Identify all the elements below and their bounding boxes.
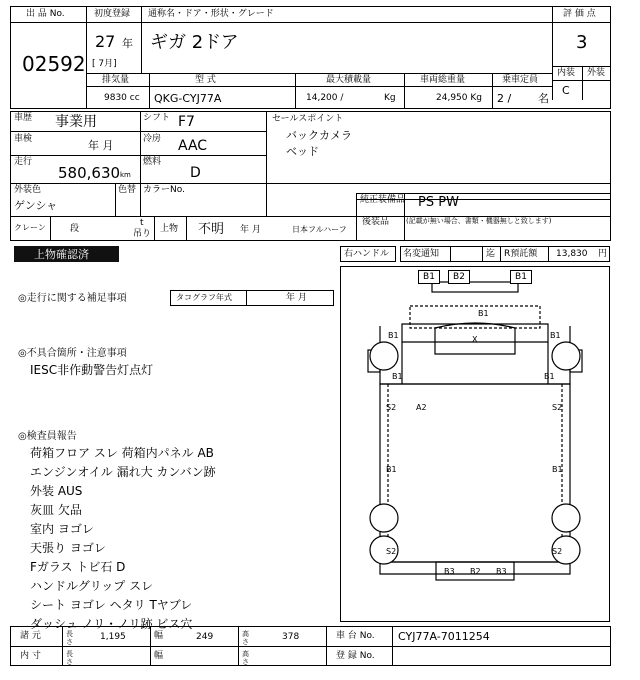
crane-stage: 段 <box>70 224 80 234</box>
damage-mark: B1 <box>544 372 555 381</box>
width: 249 <box>196 632 214 642</box>
registration-label: 登 録 No. <box>336 651 375 661</box>
shift-label: シフト <box>143 113 171 123</box>
report-line-7: Fガラス トビ石 D <box>30 560 126 574</box>
capacity: 2 / <box>497 92 512 105</box>
damage-mark: B1 <box>550 331 561 340</box>
supplement-label: ◎走行に関する補足事項 <box>18 293 127 304</box>
crane-t: t <box>140 218 144 228</box>
color: ゲンシャ <box>14 199 58 212</box>
length-label: 長さ <box>66 630 73 646</box>
report-line-2: エンジンオイル 漏れ大 カンバン跡 <box>30 465 216 479</box>
mileage-unit: km <box>120 171 131 179</box>
model-code: QKG-CYJ77A <box>154 92 222 105</box>
damage-mark: B1 <box>388 331 399 340</box>
inner-length-label: 長さ <box>66 650 73 666</box>
odo: 13,830 <box>556 249 588 259</box>
color-label: 外装色 <box>14 185 42 195</box>
lot-label: 出 品 No. <box>26 9 65 19</box>
damage-mark: X <box>472 335 478 344</box>
color-no-label: カラーNo. <box>143 185 185 195</box>
aftermarket-note: (記載が無い場合、書類・機器無しと致します) <box>406 217 552 225</box>
upper-date: 年 月 <box>240 225 261 235</box>
report-line-10: ダッシュ ノリ・ノリ跡 ビス穴 <box>30 617 193 631</box>
damage-mark: S2 <box>386 547 397 556</box>
upper-label: 上物 <box>160 224 179 234</box>
damage-mark: A2 <box>416 403 427 412</box>
damage-mark: S2 <box>552 547 563 556</box>
year-unit: 年 <box>122 37 133 50</box>
report-line-1: 荷箱フロア スレ 荷箱内パネル AB <box>30 446 214 460</box>
upper-maker: 日本フルハーフ <box>292 225 347 234</box>
equipment-label: 純正装備品 <box>360 195 406 205</box>
interior-grade-label: 内装 <box>557 68 576 78</box>
lot-number: 02592 <box>22 52 86 76</box>
report-label: ◎検査員報告 <box>18 431 77 442</box>
damage-mark: B1 <box>510 270 532 284</box>
sales-point-2: ベッド <box>286 145 319 158</box>
confirmed-banner-text: 上物確認済 <box>34 248 89 261</box>
equipment: PS PW <box>418 195 459 210</box>
report-line-6: 天張り ヨゴレ <box>30 541 106 555</box>
inner-height-label: 高さ <box>242 650 249 666</box>
gross-weight: 24,950 Kg <box>436 93 482 103</box>
steering: 右ハンドル <box>344 249 390 259</box>
aftermarket-label: 後装品 <box>362 217 390 227</box>
deadline: 迄 <box>486 249 496 259</box>
length: 1,195 <box>100 632 126 642</box>
ac: AAC <box>178 138 208 154</box>
damage-mark: B1 <box>418 270 440 284</box>
first-reg-year: 27 <box>95 32 116 51</box>
damage-mark: B3 <box>444 567 455 576</box>
damage-mark: S2 <box>552 403 563 412</box>
max-load: 14,200 / <box>306 93 344 103</box>
fuel: D <box>190 165 201 181</box>
odo-label: R預託額 <box>504 249 538 259</box>
max-load-label: 最大積載量 <box>326 75 372 85</box>
damage-mark: B1 <box>386 465 397 474</box>
grade-label: 評 価 点 <box>563 9 596 19</box>
damage-mark: B1 <box>392 372 403 381</box>
mileage-label: 走行 <box>14 157 33 167</box>
chassis-label: 車 台 No. <box>336 631 375 641</box>
mileage: 580,630 <box>58 164 121 182</box>
width-label: 幅 <box>154 631 164 641</box>
displacement-label: 排気量 <box>102 75 130 85</box>
defect: IESC非作動警告灯点灯 <box>30 363 154 377</box>
height-label: 高さ <box>242 630 249 646</box>
crane-hang: 吊り <box>133 229 152 239</box>
capacity-unit: 名 <box>538 92 549 105</box>
first-reg-label: 初度登録 <box>94 9 131 19</box>
report-line-8: ハンドルグリップ スレ <box>30 579 154 593</box>
inspection-label: 車検 <box>14 134 33 144</box>
first-reg-month: [ 7月] <box>92 59 117 69</box>
crane-label: クレーン <box>14 223 46 232</box>
report-line-4: 灰皿 欠品 <box>30 503 82 517</box>
chassis-number: CYJ77A-7011254 <box>398 630 490 643</box>
fuel-label: 燃料 <box>143 157 162 167</box>
inner-width-label: 幅 <box>154 651 164 661</box>
interior-grade: C <box>562 84 570 97</box>
dims-label: 諸 元 <box>20 631 41 641</box>
odo-unit: 円 <box>598 249 608 259</box>
defect-label: ◎不具合箇所・注意事項 <box>18 348 127 359</box>
inner-dims-label: 内 寸 <box>20 651 41 661</box>
model-code-label: 型 式 <box>195 75 216 85</box>
displacement: 9830 cc <box>104 93 140 103</box>
history: 事業用 <box>55 114 97 130</box>
exterior-grade-label: 外装 <box>587 68 606 78</box>
damage-mark: B3 <box>496 567 507 576</box>
report-line-3: 外装 AUS <box>30 484 83 498</box>
damage-mark: S2 <box>386 403 397 412</box>
sales-point-label: セールスポイント <box>272 114 344 124</box>
damage-mark: B1 <box>478 309 489 318</box>
upper: 不明 <box>198 222 225 237</box>
damage-mark: B1 <box>552 465 563 474</box>
capacity-label: 乗車定員 <box>502 75 539 85</box>
tacho-label: タコグラフ年式 <box>176 293 232 302</box>
model-description: ギガ 2ドア <box>150 32 239 53</box>
history-label: 車歴 <box>14 113 33 123</box>
color-change-label: 色替 <box>118 185 137 195</box>
inspection: 年 月 <box>88 139 114 152</box>
damage-mark: B2 <box>448 270 470 284</box>
name-change-label: 名変通知 <box>403 249 440 259</box>
tacho-date: 年 月 <box>286 293 307 303</box>
model-desc-label: 通称名・ドア・形状・グレード <box>148 9 274 19</box>
report-line-9: シート ヨゴレ ヘタリ Tヤブレ <box>30 598 193 612</box>
sales-point-1: バックカメラ <box>286 129 352 142</box>
report-line-5: 室内 ヨゴレ <box>30 522 94 536</box>
gross-weight-label: 車両総重量 <box>420 75 466 85</box>
damage-mark: B2 <box>470 567 481 576</box>
overall-grade: 3 <box>576 32 588 53</box>
ac-label: 冷房 <box>143 134 162 144</box>
height: 378 <box>282 632 300 642</box>
shift: F7 <box>178 114 195 130</box>
max-load-unit: Kg <box>384 93 396 103</box>
